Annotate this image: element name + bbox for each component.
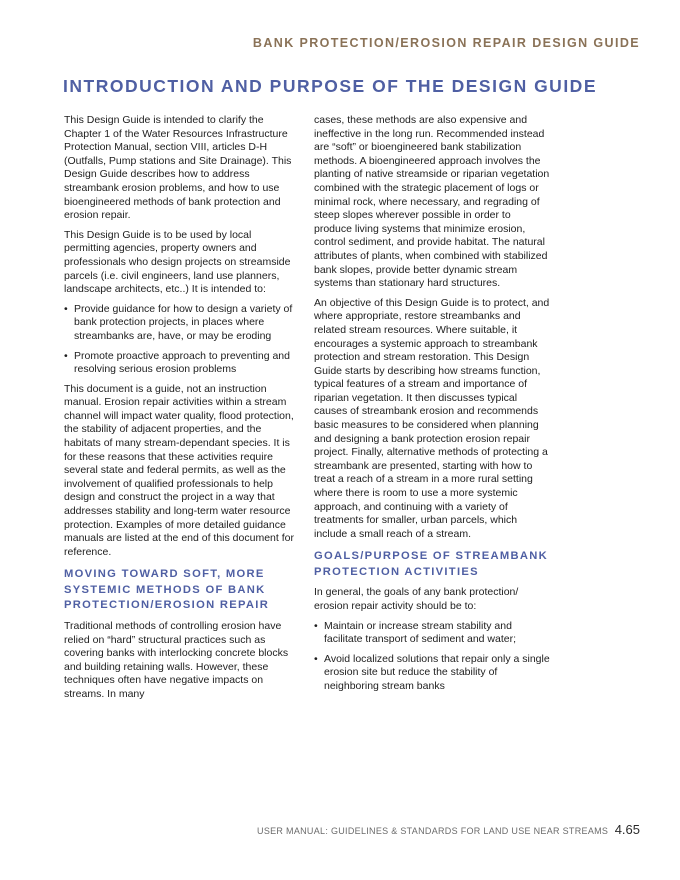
right-column <box>314 114 550 700</box>
section-heading-goals: GOALS/PURPOSE OF STREAMBANK PROTECTION ACTIVITIES <box>314 550 549 578</box>
traditional-methods-paragraph: Traditional methods of controlling erosion have relied on “hard” structural practices such as covering banks with interlocking concrete blocks and building retaining walls. However, these techniques often have negative impacts on streams. In many <box>64 619 289 700</box>
list-item <box>314 653 550 694</box>
page-title: INTRODUCTION AND PURPOSE OF THE DESIGN GUIDE <box>63 76 597 96</box>
list-item <box>64 303 298 344</box>
list-item <box>314 620 550 647</box>
running-head: BANK PROTECTION/EROSION REPAIR DESIGN GUIDE <box>252 36 640 50</box>
intro-paragraph: This Design Guide is intended to clarify the Chapter 1 of the Water Resources Infrastructure Protection Manual, section VIII, articles D-H (Outfalls, Pump stations and Site Drainage). This Design Guide describes how to address streambank erosion problems, and how to use bioengineered methods of bank protection and erosion repair. <box>64 114 292 222</box>
goals-list <box>314 620 550 694</box>
section-heading-soft-methods: MOVING TOWARD SOFT, MORE SYSTEMIC METHODS OF BANK PROTECTION/EROSION REPAIR <box>64 568 270 612</box>
footer-text: USER MANUAL: GUIDELINES & STANDARDS FOR LAND USE NEAR STREAMS <box>257 826 609 836</box>
bullet-icon: • <box>314 652 318 665</box>
audience-paragraph: This Design Guide is to be used by local permitting agencies, property owners and professionals who design projects on streamside parcels (i.e. civil engineers, land use planners, landscape architects, etc..) It is intended to: <box>64 228 291 296</box>
list-item-text: Avoid localized solutions that repair only a single erosion site but reduce the stability of neighboring stream banks <box>324 652 550 692</box>
page-number: 4.65 <box>614 822 640 837</box>
list-item-text: Provide guidance for how to design a variety of bank protection projects, in places where streambanks are, have, or may be eroding <box>74 302 293 342</box>
list-item-text: Maintain or increase stream stability and facilitate transport of sediment and water; <box>324 619 517 646</box>
bullet-icon: • <box>64 349 68 362</box>
bioengineered-paragraph: cases, these methods are also expensive and ineffective in the long run. Recommended instead are “soft” or bioengineered bank stabilization methods. A bioengineered approach involves the planting of native streamside or riparian vegetation combined with the strategic placement of logs or minimal rock, where necessary, and regrading of steep slopes wherever possible in order to produce living systems that minimize erosion, control sediment, and provide habitat. The natural attributes of plants, when combined with stabilized bank slopes, provide better dynamic stream systems than stationary hard structures. <box>314 114 550 290</box>
intent-list <box>64 303 298 377</box>
page-footer <box>257 821 640 839</box>
left-column <box>64 114 298 707</box>
goals-intro-paragraph: In general, the goals of any bank protection/ erosion repair activity should be to: <box>314 586 519 612</box>
guide-disclaimer-paragraph: This document is a guide, not an instruction manual. Erosion repair activities within a stream channel will impact water quality, flood protection, the stability of adjacent properties, and the habitats of many stream-dependant species. It is for these reasons that these activities require several state and federal permits, as well as the involvement of qualified professionals to help design and construct the project in a way that addresses stability and long-term water resource protection. Examples of more detailed guidance manuals are listed at the end of this document for reference. <box>64 382 294 558</box>
list-item-text: Promote proactive approach to preventing and resolving serious erosion problems <box>74 349 290 376</box>
objective-paragraph: An objective of this Design Guide is to protect, and where appropriate, restore streambanks and related stream resources. Where suitable, it encourages a systemic approach to streambank protection and stream restoration. This Design Guide starts by describing how streams function, typical features of a stream and importance of riparian vegetation. It then discusses typical causes of streambank erosion and recommends basic measures to be considered when planning and designing a bank protection erosion repair project. Finally, alternative methods of protecting a streambank are presented, starting with how to treat a reach of a stream in a more rural setting where there is room to use a more systemic approach, and continuing with a variety of treatments for smaller, urban parcels, which include a small reach of a stream. <box>314 296 550 540</box>
bullet-icon: • <box>314 619 318 632</box>
bullet-icon: • <box>64 302 68 315</box>
list-item <box>64 350 298 377</box>
